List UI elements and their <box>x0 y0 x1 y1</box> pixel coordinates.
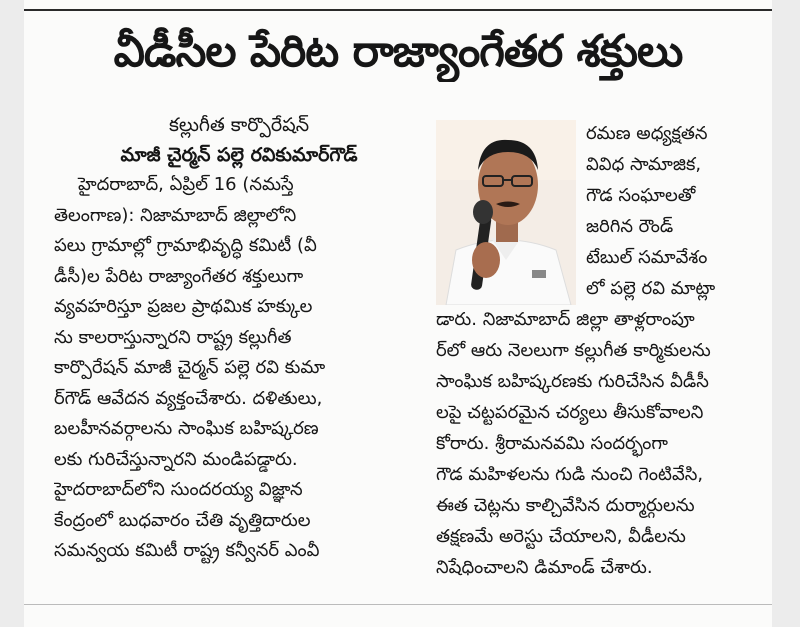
right-line: జరిగిన రౌండ్ <box>586 216 674 237</box>
right-column-top <box>586 118 756 304</box>
left-line: తెలంగాణ): నిజామాబాద్ జిల్లాలోని <box>54 204 297 226</box>
right-line: ర్‌లో ఆరు నెలలుగా కల్లుగీత కార్మికులను <box>436 340 711 361</box>
byline-line-2: మాజీ చైర్మన్ పల్లె రవికుమార్‌గౌడ్ <box>120 144 358 166</box>
left-line: కార్పొరేషన్ మాజీ చైర్మన్ పల్లె రవి కుమా <box>54 357 326 378</box>
left-line: ను కాలరాస్తున్నారని రాష్ట్ర కల్లుగీత <box>54 326 292 348</box>
left-line: వ్యవహరిస్తూ ప్రజల ప్రాథమిక హక్కుల <box>54 296 313 317</box>
right-line: గౌడ సంఘాలతో <box>586 185 696 206</box>
left-column <box>54 110 424 567</box>
right-line: కోరారు. శ్రీరామనవమి సందర్భంగా <box>436 433 668 454</box>
bottom-rule <box>24 604 772 605</box>
left-line: డీసీ)ల పేరిట రాజ్యాంగేతర శక్తులుగా <box>54 265 304 287</box>
left-line: సమన్వయ కమిటీ రాష్ట్ర కన్వీనర్ ఎంవీ <box>54 540 320 561</box>
left-body <box>54 170 424 567</box>
right-line: టేబుల్ సమావేశం <box>586 247 708 268</box>
right-line: ఈత చెట్లను కాల్చివేసిన దుర్మార్గులను <box>436 495 695 516</box>
right-line: తక్షణమే అరెస్టు చేయాలని, వీడీలను <box>436 526 686 547</box>
right-line: నిషేధించాలని డిమాండ్ చేశారు. <box>436 557 653 578</box>
right-column-bottom <box>436 304 760 583</box>
right-line: గౌడ మహిళలను గుడి నుంచి గెంటివేసి, <box>436 464 704 485</box>
right-line: లో పల్లె రవి మాట్లా <box>586 278 716 299</box>
headline: వీడీసీల పేరిట రాజ్యాంగేతర శక్తులు <box>113 26 683 77</box>
speaker-photo <box>436 120 576 305</box>
left-line: కేంద్రంలో బుధవారం చేతి వృత్తిదారుల <box>54 509 311 531</box>
left-line: హైదరాబాద్‌లోని సుందరయ్య విజ్ఞాన <box>54 479 303 500</box>
byline-line-1: కల్లుగీత కార్పొరేషన్ <box>168 114 310 136</box>
top-rule <box>24 9 772 11</box>
right-line: లపై చట్టపరమైన చర్యలు తీసుకోవాలని <box>436 402 704 423</box>
left-line: ర్‌గౌడ్ ఆవేదన వ్యక్తంచేశారు. దళితులు, <box>54 387 323 409</box>
right-line: సాంఘిక బహిష్కరణకు గురిచేసిన వీడీసీ <box>436 371 709 392</box>
right-line: రమణ అధ్యక్షతన <box>586 123 708 144</box>
left-line: హైదరాబాద్, ఏప్రిల్ 16 (నమస్తే <box>78 174 294 195</box>
left-line: లకు గురిచేస్తున్నారని మండిపడ్డారు. <box>54 448 298 470</box>
right-line: డారు. నిజామాబాద్ జిల్లా తాళ్లరాంపూ <box>436 309 695 330</box>
right-line: వివిధ సామాజిక, <box>586 154 702 175</box>
left-line: బలహీనవర్గాలను సాంఘిక బహిష్కరణ <box>54 418 319 439</box>
newspaper-clipping <box>24 0 772 627</box>
left-line: పలు గ్రామాల్లో గ్రామాభివృద్ధి కమిటీ (వీ <box>54 235 317 256</box>
speaker-with-microphone-image <box>436 120 576 305</box>
